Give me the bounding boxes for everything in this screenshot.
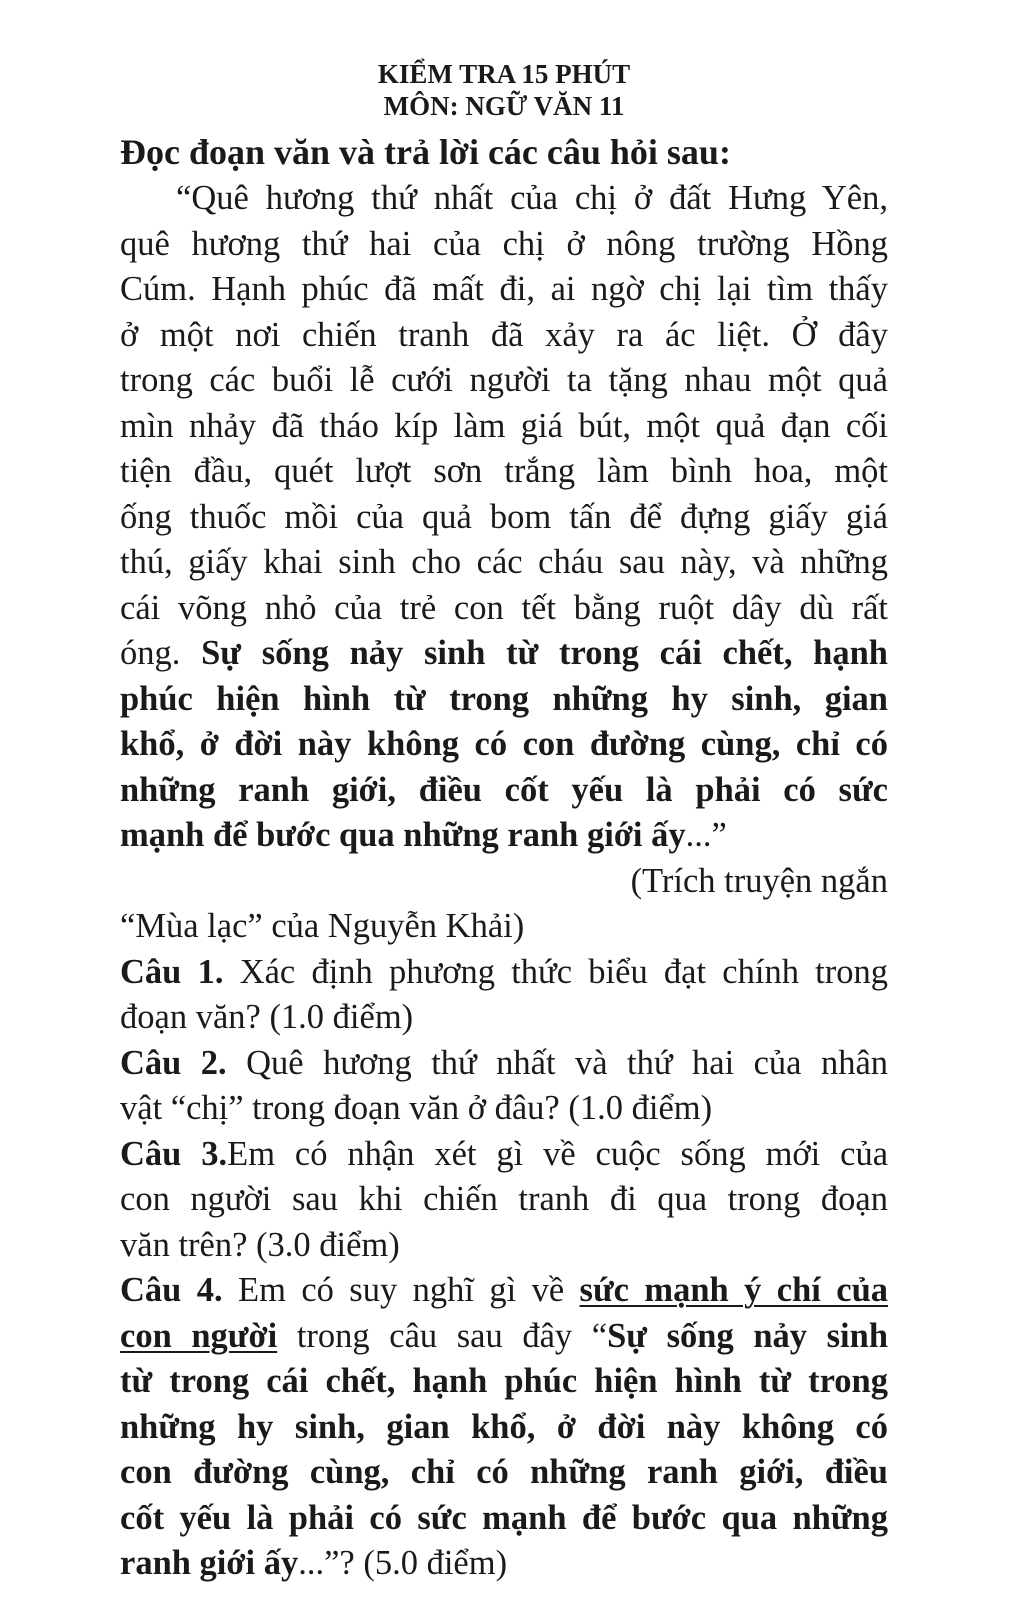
- passage-line: quê hương thứ hai của chị ở nông trường Hồng: [120, 224, 888, 263]
- question-text: Em có nhận xét gì về cuộc sống mới của: [227, 1134, 889, 1173]
- passage-line: [120, 631, 888, 677]
- passage-line: Cúm. Hạnh phúc đã mất đi, ai ngờ chị lại tìm thấy: [120, 270, 888, 308]
- underlined-phrase: sức mạnh ý chí của: [579, 1271, 889, 1309]
- question-text: ...”? (5.0 điểm): [298, 1544, 508, 1582]
- exam-title: KIỂM TRA 15 PHÚT: [377, 59, 631, 89]
- passage-text: ...”: [685, 816, 727, 854]
- question-1: [120, 950, 888, 1041]
- passage-line: mìn nhảy đã tháo kíp làm giá bút, một quả đạn cối: [120, 406, 888, 445]
- question-text: Em có suy nghĩ gì về: [238, 1271, 565, 1309]
- passage-line: “Quê hương thứ nhất của chị ở đất Hưng Yên,: [176, 179, 888, 217]
- question-label: Câu 4.: [120, 1271, 223, 1309]
- quoted-bold-line: cốt yếu là phải có sức mạnh để bước qua những: [120, 1498, 888, 1537]
- passage-line: ở một nơi chiến tranh đã xảy ra ác liệt. Ở đây: [120, 315, 888, 354]
- question-2: [120, 1041, 888, 1132]
- passage-line: trong các buổi lễ cưới người ta tặng nhau một quả: [120, 361, 888, 399]
- passage-line: cái võng nhỏ của trẻ con tết bằng ruột dây dù rất: [120, 588, 888, 627]
- passage-bold-line: phúc hiện hình từ trong những hy sinh, gian: [120, 679, 888, 718]
- passage-bold-text: mạnh để bước qua những ranh giới ấy: [120, 816, 686, 854]
- question-line: [120, 950, 888, 996]
- question-line: [120, 1132, 888, 1178]
- passage-source: (Trích truyện ngắn: [630, 861, 888, 900]
- question-3: [120, 1132, 888, 1269]
- passage-line: [120, 813, 888, 859]
- passage-source: “Mùa lạc” của Nguyễn Khải): [120, 907, 525, 945]
- quoted-bold-text: Sự sống nảy sinh: [607, 1316, 889, 1355]
- quoted-bold-line: con đường cùng, chỉ có những ranh giới, điều: [120, 1453, 888, 1491]
- question-label: Câu 1.: [120, 952, 224, 991]
- instruction-heading: Đọc đoạn văn và trả lời các câu hỏi sau:: [120, 132, 731, 172]
- passage-bold-line: khổ, ở đời này không có con đường cùng, chỉ có: [120, 725, 888, 763]
- question-line: văn trên? (3.0 điểm): [120, 1225, 400, 1264]
- exam-subject: MÔN: NGỮ VĂN 11: [383, 91, 625, 121]
- question-line: [120, 1268, 888, 1314]
- passage-text: óng.: [120, 634, 181, 672]
- passage-line: tiện đầu, quét lượt sơn trắng làm bình hoa, một: [120, 452, 888, 490]
- question-line: [120, 1541, 888, 1587]
- passage-bold-line: những ranh giới, điều cốt yếu là phải có sức: [120, 770, 888, 809]
- question-text: Xác định phương thức biểu đạt chính trong: [239, 952, 889, 991]
- question-line: con người sau khi chiến tranh đi qua trong đoạn: [120, 1180, 888, 1218]
- passage-line: ống thuốc mồi của quả bom tấn để đựng giấy giá: [120, 497, 888, 536]
- question-4: [120, 1268, 888, 1587]
- passage-line: thú, giấy khai sinh cho các cháu sau này, và những: [120, 543, 888, 581]
- question-line: đoạn văn? (1.0 điểm): [120, 998, 414, 1036]
- question-line: [120, 1314, 888, 1360]
- quoted-bold-line: từ trong cái chết, hạnh phúc hiện hình từ trong: [120, 1362, 888, 1400]
- passage-bold-text: Sự sống nảy sinh từ trong cái chết, hạnh: [201, 634, 888, 672]
- quoted-bold-text: ranh giới ấy: [120, 1544, 299, 1582]
- question-line: vật “chị” trong đoạn văn ở đâu? (1.0 điểm): [120, 1089, 713, 1127]
- quoted-bold-line: những hy sinh, gian khổ, ở đời này không có: [120, 1407, 888, 1446]
- question-text: trong câu sau đây “: [296, 1316, 608, 1355]
- underlined-phrase: con người: [120, 1316, 278, 1355]
- exam-page: [120, 58, 888, 1587]
- question-line: [120, 1041, 888, 1087]
- reading-passage: [120, 176, 888, 950]
- exam-header: [120, 58, 888, 122]
- question-label: Câu 2.: [120, 1043, 227, 1082]
- question-label: Câu 3.: [120, 1134, 228, 1173]
- question-text: Quê hương thứ nhất và thứ hai của nhân: [246, 1043, 889, 1082]
